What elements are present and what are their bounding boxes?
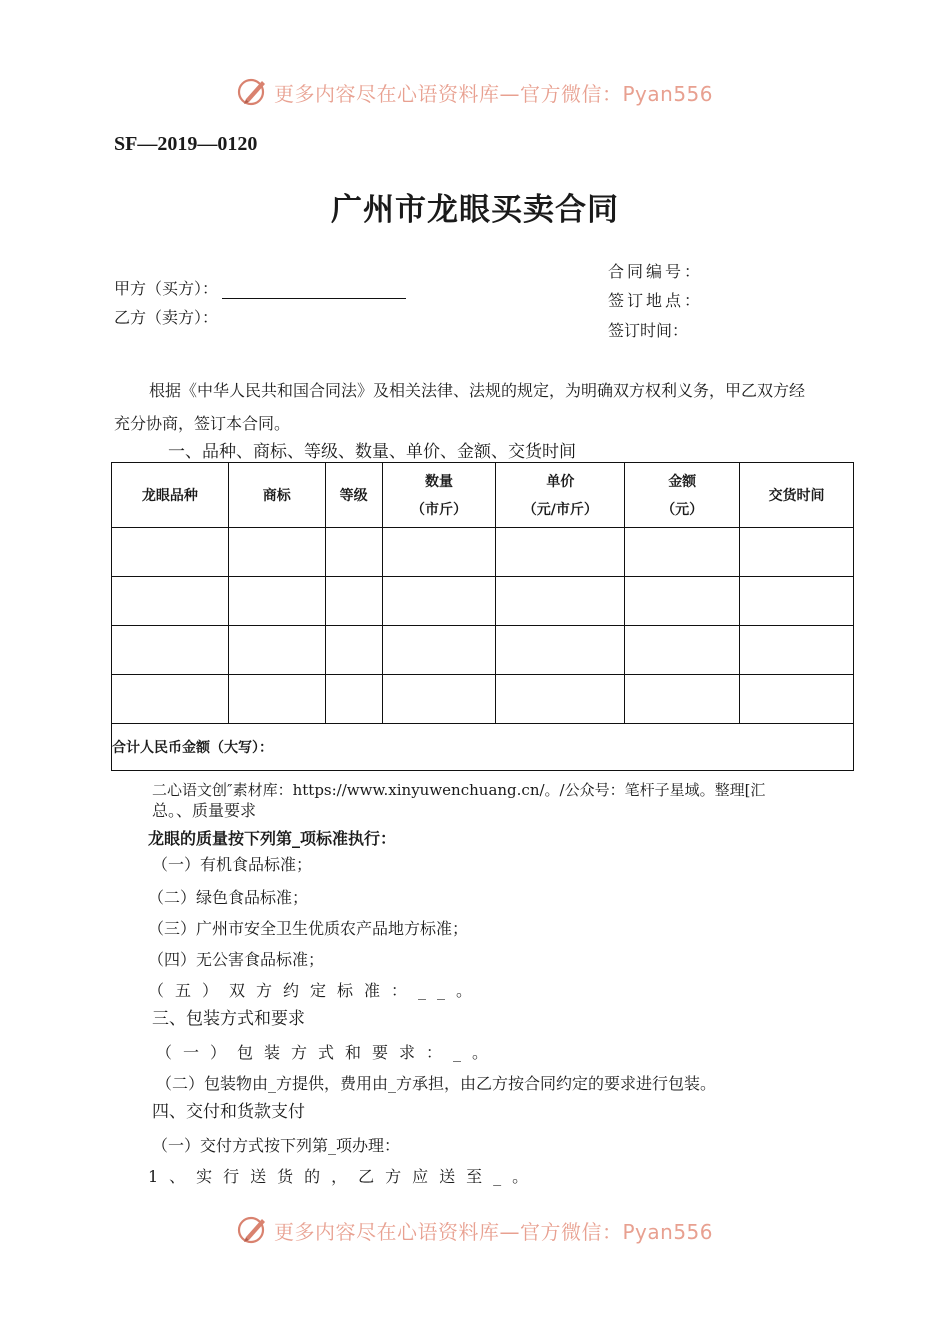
quality-item-4: （四）无公害食品标准；: [148, 950, 325, 969]
watermark-bottom: [236, 1212, 713, 1248]
quality-item-2: （二）绿色食品标准；: [148, 888, 309, 907]
table-cell[interactable]: [228, 626, 325, 675]
table-cell[interactable]: [496, 626, 625, 675]
table-header-row: [112, 463, 854, 528]
header-grade: 等级: [325, 463, 382, 528]
table-cell[interactable]: [228, 675, 325, 724]
table-cell[interactable]: [625, 675, 740, 724]
header-brand: 商标: [228, 463, 325, 528]
watermark-text: 更多内容尽在心语资料库—官方微信：Pyan556: [274, 1219, 714, 1244]
table-cell[interactable]: [496, 528, 625, 577]
table-cell[interactable]: [112, 577, 229, 626]
table-cell[interactable]: [740, 675, 854, 724]
packing-item-1: （一）包装方式和要求：_。: [156, 1043, 500, 1062]
table-row: [112, 675, 854, 724]
table-cell[interactable]: [382, 626, 496, 675]
watermark-text: 更多内容尽在心语资料库—官方微信：Pyan556: [274, 81, 714, 106]
intro-line-2: 充分协商，签订本合同。: [114, 414, 291, 433]
sign-place-label: 签订地点：: [608, 291, 704, 310]
pen-circle-icon: [236, 75, 270, 109]
doc-number: SF—2019—0120: [114, 133, 258, 155]
note-line-1: 二心语文创″素材库：https://www.xinyuwenchuang.cn/。/公众号：笔杆子星域。整理[汇: [152, 781, 766, 799]
header-unit-price: 单价 （元/市斤）: [496, 463, 625, 528]
header-variety: 龙眼品种: [112, 463, 229, 528]
table-cell[interactable]: [382, 675, 496, 724]
table-cell[interactable]: [496, 577, 625, 626]
table-total-row: [112, 724, 854, 771]
table-cell[interactable]: [112, 675, 229, 724]
section-1-heading: 一、品种、商标、等级、数量、单价、金额、交货时间: [168, 442, 576, 462]
table-cell[interactable]: [325, 626, 382, 675]
quality-item-5: （五）双方约定标准：__。: [148, 981, 484, 1000]
buyer-line: [114, 276, 406, 299]
buyer-label: 甲方（买方）：: [114, 279, 219, 298]
table-cell[interactable]: [740, 626, 854, 675]
buyer-blank: [222, 280, 406, 299]
goods-table: [111, 462, 854, 771]
pen-circle-icon: [236, 1213, 270, 1247]
table-cell[interactable]: [625, 577, 740, 626]
header-delivery-time: 交货时间: [740, 463, 854, 528]
table-cell[interactable]: [228, 528, 325, 577]
contract-no-label: 合同编号：: [608, 262, 704, 281]
table-cell[interactable]: [325, 528, 382, 577]
intro-line-1: 根据《中华人民共和国合同法》及相关法律、法规的规定，为明确双方权利义务，甲乙双方经: [149, 381, 806, 400]
table-cell[interactable]: [625, 528, 740, 577]
quality-item-3: （三）广州市安全卫生优质农产品地方标准；: [148, 919, 469, 938]
packing-item-2: （二）包装物由_方提供，费用由_方承担，由乙方按合同约定的要求进行包装。: [156, 1074, 717, 1093]
table-row: [112, 528, 854, 577]
table-cell[interactable]: [625, 626, 740, 675]
table-cell[interactable]: [112, 626, 229, 675]
table-cell[interactable]: [382, 577, 496, 626]
table-cell[interactable]: [740, 577, 854, 626]
table-row: [112, 626, 854, 675]
table-cell[interactable]: [740, 528, 854, 577]
header-amount: 金额 （元）: [625, 463, 740, 528]
quality-heading: 龙眼的质量按下列第_项标准执行：: [148, 829, 397, 848]
seller-label: 乙方（卖方）：: [114, 308, 219, 327]
page-title: 广州市龙眼买卖合同: [331, 192, 619, 228]
watermark-top: [236, 74, 713, 110]
section-3-heading: 三、包装方式和要求: [152, 1009, 305, 1029]
delivery-item-1: （一）交付方式按下列第_项办理：: [152, 1136, 401, 1155]
total-amount-label[interactable]: 合计人民币金额（大写）：: [112, 724, 854, 771]
quality-item-1: （一）有机食品标准；: [152, 855, 313, 874]
section-4-heading: 四、交付和货款支付: [152, 1102, 305, 1122]
table-row: [112, 577, 854, 626]
sign-time-label: 签订时间：: [608, 321, 689, 340]
table-cell[interactable]: [325, 577, 382, 626]
note-line-2: 总。、质量要求: [152, 801, 257, 820]
table-cell[interactable]: [325, 675, 382, 724]
table-cell[interactable]: [496, 675, 625, 724]
table-cell[interactable]: [228, 577, 325, 626]
table-cell[interactable]: [112, 528, 229, 577]
delivery-item-2: 1、实行送货的，乙方应送至_。: [148, 1167, 540, 1186]
header-quantity: 数量 （市斤）: [382, 463, 496, 528]
table-cell[interactable]: [382, 528, 496, 577]
